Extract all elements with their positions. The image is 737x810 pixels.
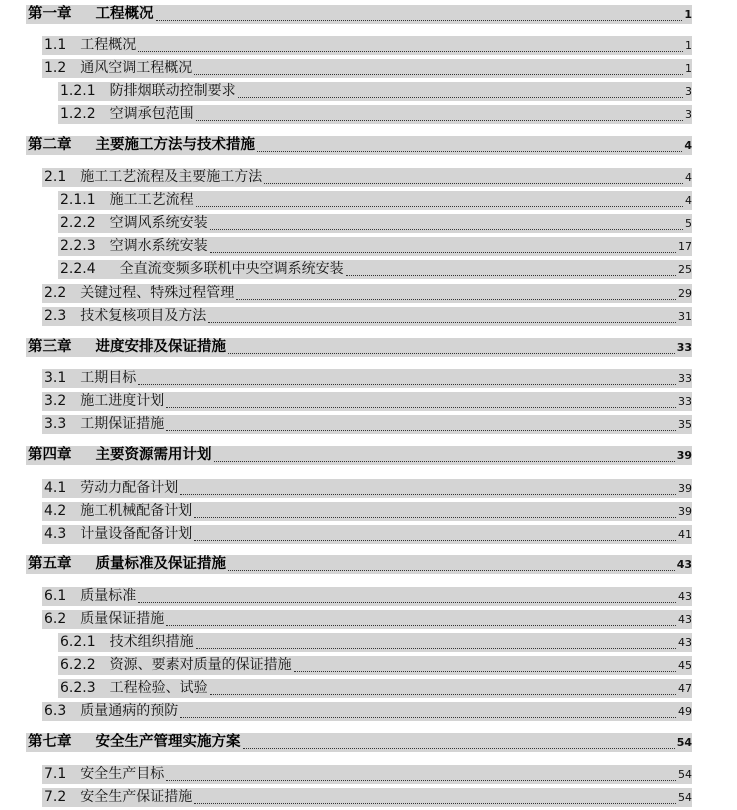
toc-entry-title: [44, 611, 164, 628]
toc-chapter-entry[interactable]: [0, 135, 737, 155]
toc-entry-text: 主要施工方法与技术措施: [95, 137, 255, 153]
toc-entry-text: 质量标准: [80, 588, 137, 604]
toc-entry-title: [44, 480, 178, 497]
toc-entry-number: 2.1: [44, 169, 67, 185]
toc-page-number: 1: [685, 62, 692, 75]
toc-page-number: 1: [685, 39, 692, 52]
toc-page-number: 3: [685, 108, 692, 121]
toc-entry-text: 空调水系统安装: [109, 238, 208, 254]
toc-page-number: 33: [678, 372, 692, 385]
toc-entry-number: 4.1: [44, 480, 67, 496]
dot-leader: [194, 74, 683, 75]
toc-entry-title: [44, 588, 136, 605]
dot-leader: [194, 803, 676, 804]
toc-entry[interactable]: [0, 501, 737, 521]
toc-entry-text: 工程概况: [80, 37, 137, 53]
dot-leader: [346, 275, 676, 276]
toc-entry-number: 6.2.2: [60, 657, 96, 673]
dot-leader: [180, 494, 676, 495]
toc-entry[interactable]: [0, 678, 737, 698]
toc-entry[interactable]: [0, 213, 737, 233]
dot-leader: [138, 51, 683, 52]
toc-entry-number: 2.2.3: [60, 238, 96, 254]
toc-entry-title: [28, 339, 226, 356]
toc-page-number: 41: [678, 528, 692, 541]
toc-entry[interactable]: [0, 104, 737, 124]
toc-entry[interactable]: [0, 391, 737, 411]
toc-entry-title: [44, 308, 206, 325]
toc-chapter-entry[interactable]: [0, 445, 737, 465]
toc-entry-number: 3.3: [44, 416, 67, 432]
toc-entry-text: 通风空调工程概况: [80, 60, 193, 76]
toc-entry-number: 3.2: [44, 393, 67, 409]
toc-entry-text: 工期目标: [80, 370, 137, 386]
toc-entry-number: 第七章: [28, 734, 72, 750]
toc-entry-number: 2.3: [44, 308, 67, 324]
toc-page-number: 4: [685, 171, 692, 184]
dot-leader: [166, 625, 676, 626]
toc-entry-text: 安全生产目标: [80, 766, 165, 782]
dot-leader: [156, 20, 682, 21]
toc-entry[interactable]: [0, 167, 737, 187]
toc-entry-title: [28, 734, 241, 751]
toc-page-number: 43: [678, 590, 692, 603]
dot-leader: [236, 299, 676, 300]
toc-entry[interactable]: [0, 764, 737, 784]
toc-entry[interactable]: [0, 414, 737, 434]
toc-page-number: 5: [685, 217, 692, 230]
dot-leader: [166, 430, 676, 431]
dot-leader: [210, 229, 683, 230]
field-shading: [42, 36, 692, 55]
toc-chapter-entry[interactable]: [0, 732, 737, 752]
toc-entry-title: [44, 285, 234, 302]
toc-entry-number: 6.2.1: [60, 634, 96, 650]
toc-entry-text: 工程检验、试验: [109, 680, 208, 696]
toc-page-number: 31: [678, 310, 692, 323]
toc-page-number: 43: [678, 636, 692, 649]
toc-entry-title: [28, 6, 154, 23]
toc-entry-number: 7.2: [44, 789, 67, 805]
toc-page-number: 4: [684, 139, 692, 152]
toc-entry-title: [44, 766, 164, 783]
dot-leader: [138, 384, 676, 385]
toc-entry[interactable]: [0, 586, 737, 606]
dot-leader: [196, 120, 683, 121]
toc-entry-title: [44, 416, 164, 433]
dot-leader: [194, 517, 676, 518]
toc-entry-title: [44, 503, 192, 520]
toc-chapter-entry[interactable]: [0, 337, 737, 357]
toc-entry-number: 7.1: [44, 766, 67, 782]
toc-page-number: 4: [685, 194, 692, 207]
toc-page-number: 54: [678, 768, 692, 781]
dot-leader: [228, 353, 675, 354]
toc-page-number: 54: [676, 736, 692, 749]
dot-leader: [180, 717, 676, 718]
toc-entry[interactable]: [0, 236, 737, 256]
dot-leader: [214, 461, 675, 462]
toc-entry-title: [44, 526, 192, 543]
toc-entry[interactable]: [0, 701, 737, 721]
toc-entry-text: 安全生产管理实施方案: [95, 734, 241, 750]
toc-entry-number: 4.2: [44, 503, 67, 519]
toc-entry-number: 1.2: [44, 60, 67, 76]
toc-entry[interactable]: [0, 35, 737, 55]
toc-entry[interactable]: [0, 632, 737, 652]
dot-leader: [208, 322, 676, 323]
toc-entry-number: 6.1: [44, 588, 67, 604]
toc-entry-text: 技术组织措施: [109, 634, 194, 650]
toc-page-number: 25: [678, 263, 692, 276]
toc-entry-number: 6.2: [44, 611, 67, 627]
toc-entry-text: 劳动力配备计划: [80, 480, 179, 496]
dot-leader: [166, 780, 676, 781]
toc-page-number: 39: [678, 505, 692, 518]
toc-entry-text: 质量通病的预防: [80, 703, 179, 719]
dot-leader: [210, 252, 676, 253]
toc-entry[interactable]: [0, 283, 737, 303]
dot-leader: [294, 671, 676, 672]
toc-page-number: 45: [678, 659, 692, 672]
toc-page-number: 43: [676, 558, 692, 571]
toc-entry-number: 1.2.1: [60, 83, 96, 99]
toc-chapter-entry[interactable]: [0, 4, 737, 24]
toc-entry-text: 工程概况: [95, 6, 154, 22]
toc-entry-title: [28, 556, 226, 573]
toc-entry-number: 4.3: [44, 526, 67, 542]
toc-entry-text: 技术复核项目及方法: [80, 308, 207, 324]
toc-entry-title: [60, 657, 292, 674]
dot-leader: [210, 694, 676, 695]
toc-entry[interactable]: [0, 368, 737, 388]
toc-entry-text: 资源、要素对质量的保证措施: [109, 657, 292, 673]
toc-entry[interactable]: [0, 306, 737, 326]
toc-entry-text: 主要资源需用计划: [95, 447, 212, 463]
toc-entry-text: 施工工艺流程: [109, 192, 194, 208]
toc-entry-text: 防排烟联动控制要求: [109, 83, 236, 99]
toc-entry-title: [60, 238, 208, 255]
toc-entry-number: 第五章: [28, 556, 72, 572]
toc-entry[interactable]: [0, 81, 737, 101]
toc-entry-number: 2.2.2: [60, 215, 96, 231]
toc-page-number: 54: [678, 791, 692, 804]
toc-entry-text: 质量标准及保证措施: [95, 556, 226, 572]
toc-entry-title: [60, 261, 344, 278]
toc-entry[interactable]: [0, 787, 737, 807]
toc-entry-number: 6.2.3: [60, 680, 96, 696]
toc-entry[interactable]: [0, 524, 737, 544]
toc-entry-title: [28, 137, 255, 154]
toc-page-number: 29: [678, 287, 692, 300]
toc-page-number: 1: [684, 8, 692, 21]
toc-entry-text: 安全生产保证措施: [80, 789, 193, 805]
toc-entry-title: [44, 169, 262, 186]
toc-entry-number: 2.2.4: [60, 261, 96, 277]
toc-entry-title: [60, 634, 194, 651]
dot-leader: [257, 151, 682, 152]
toc-entry-text: 施工进度计划: [80, 393, 165, 409]
toc-entry-number: 1.1: [44, 37, 67, 53]
toc-entry[interactable]: [0, 609, 737, 629]
dot-leader: [194, 540, 676, 541]
toc-entry-title: [60, 106, 194, 123]
toc-entry-text: 空调风系统安装: [109, 215, 208, 231]
toc-entry-title: [44, 370, 136, 387]
dot-leader: [166, 407, 676, 408]
dot-leader: [196, 648, 676, 649]
toc-entry-title: [60, 215, 208, 232]
toc-entry-number: 1.2.2: [60, 106, 96, 122]
toc-entry-text: 施工机械配备计划: [80, 503, 193, 519]
toc-entry-title: [44, 393, 164, 410]
toc-entry-text: 计量设备配备计划: [80, 526, 193, 542]
toc-entry-number: 第四章: [28, 447, 72, 463]
toc-page-number: 47: [678, 682, 692, 695]
field-shading: [42, 587, 692, 606]
toc-entry-text: 关键过程、特殊过程管理: [80, 285, 235, 301]
dot-leader: [138, 602, 676, 603]
toc-entry-title: [60, 680, 208, 697]
toc-entry-text: 进度安排及保证措施: [95, 339, 226, 355]
dot-leader: [238, 97, 683, 98]
field-shading: [42, 369, 692, 388]
toc-entry[interactable]: [0, 478, 737, 498]
toc-entry-number: 第一章: [28, 6, 72, 22]
toc-entry-text: 空调承包范围: [109, 106, 194, 122]
dot-leader: [243, 748, 675, 749]
dot-leader: [228, 570, 675, 571]
toc-entry-text: 全直流变频多联机中央空调系统安装: [119, 261, 344, 277]
toc-page-number: 35: [678, 418, 692, 431]
toc-page-number: 39: [678, 482, 692, 495]
toc-entry-text: 工期保证措施: [80, 416, 165, 432]
toc-entry-title: [44, 60, 192, 77]
toc-page-number: 17: [678, 240, 692, 253]
toc-page-number: 43: [678, 613, 692, 626]
dot-leader: [196, 206, 683, 207]
toc-entry-text: 施工工艺流程及主要施工方法: [80, 169, 263, 185]
toc-entry-title: [44, 703, 178, 720]
toc-page-number: 33: [678, 395, 692, 408]
toc-entry-number: 2.1.1: [60, 192, 96, 208]
toc-page-number: 39: [676, 449, 692, 462]
toc-page-number: 3: [685, 85, 692, 98]
toc-entry-title: [60, 192, 194, 209]
toc-entry-title: [44, 37, 136, 54]
toc-chapter-entry[interactable]: [0, 554, 737, 574]
toc-page-number: 33: [676, 341, 692, 354]
toc-entry[interactable]: [0, 58, 737, 78]
toc-entry-title: [28, 447, 212, 464]
toc-page-number: 49: [678, 705, 692, 718]
toc-entry-title: [44, 789, 192, 806]
toc-entry[interactable]: [0, 259, 737, 279]
toc-entry[interactable]: [0, 190, 737, 210]
toc-entry-number: 第二章: [28, 137, 72, 153]
dot-leader: [264, 183, 683, 184]
toc-entry-text: 质量保证措施: [80, 611, 165, 627]
toc-entry-number: 第三章: [28, 339, 72, 355]
toc-entry-title: [60, 83, 236, 100]
toc-entry-number: 2.2: [44, 285, 67, 301]
toc-entry-number: 3.1: [44, 370, 67, 386]
toc-entry[interactable]: [0, 655, 737, 675]
toc-entry-number: 6.3: [44, 703, 67, 719]
